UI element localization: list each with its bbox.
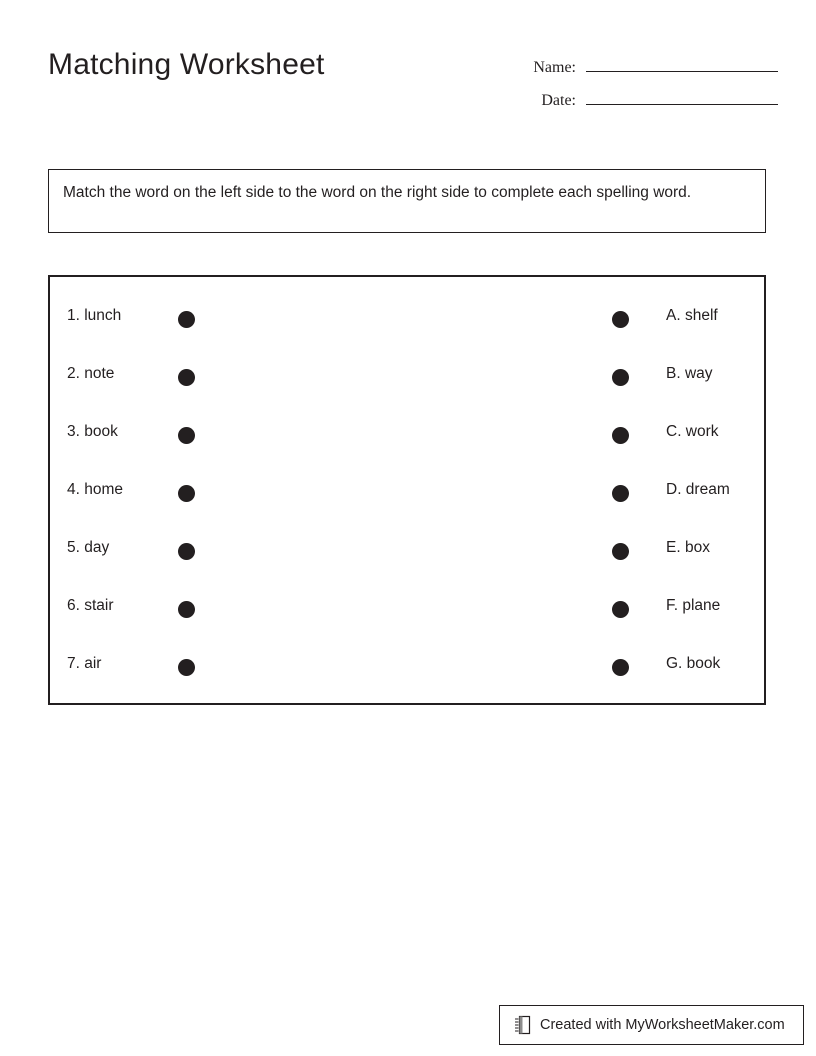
left-connector-dot[interactable]: [178, 543, 195, 560]
left-item-label: 6. stair: [67, 597, 114, 614]
right-connector-dot[interactable]: [612, 659, 629, 676]
right-connector-dot[interactable]: [612, 311, 629, 328]
date-input[interactable]: [586, 89, 778, 105]
right-item-label: D. dream: [666, 481, 730, 498]
matching-row: [50, 523, 764, 581]
footer-badge: [499, 1005, 804, 1045]
left-item-label: 1. lunch: [67, 307, 122, 324]
date-label: Date:: [541, 92, 576, 109]
left-item-label: 4. home: [67, 481, 124, 498]
matching-row: [50, 349, 764, 407]
right-item-label: G. book: [666, 655, 721, 672]
footer-text: Created with MyWorksheetMaker.com: [540, 1017, 785, 1033]
right-item-label: E. box: [666, 539, 710, 556]
right-connector-dot[interactable]: [612, 369, 629, 386]
instructions-text: Match the word on the left side to the word on the right side to complete each spelling word.: [63, 184, 692, 201]
page-title: Matching Worksheet: [48, 48, 325, 81]
date-field-row: [518, 89, 778, 110]
left-connector-dot[interactable]: [178, 601, 195, 618]
name-label: Name:: [533, 59, 576, 76]
worksheet-header: [48, 40, 768, 130]
matching-rows: [50, 291, 764, 697]
right-item-label: A. shelf: [666, 307, 718, 324]
matching-row: [50, 639, 764, 697]
left-connector-dot[interactable]: [178, 427, 195, 444]
matching-box: [48, 275, 766, 705]
instructions-box: [48, 169, 766, 233]
left-item-label: 7. air: [67, 655, 102, 672]
right-connector-dot[interactable]: [612, 427, 629, 444]
left-connector-dot[interactable]: [178, 485, 195, 502]
right-item-label: F. plane: [666, 597, 721, 614]
right-connector-dot[interactable]: [612, 601, 629, 618]
matching-row: [50, 291, 764, 349]
right-connector-dot[interactable]: [612, 543, 629, 560]
right-connector-dot[interactable]: [612, 485, 629, 502]
left-connector-dot[interactable]: [178, 311, 195, 328]
document-icon: [514, 1015, 532, 1035]
matching-row: [50, 581, 764, 639]
name-input[interactable]: [586, 56, 778, 72]
matching-row: [50, 465, 764, 523]
left-item-label: 3. book: [67, 423, 118, 440]
left-connector-dot[interactable]: [178, 369, 195, 386]
matching-row: [50, 407, 764, 465]
right-item-label: C. work: [666, 423, 719, 440]
name-field-row: [518, 56, 778, 77]
left-item-label: 5. day: [67, 539, 110, 556]
right-item-label: B. way: [666, 365, 713, 382]
left-connector-dot[interactable]: [178, 659, 195, 676]
left-item-label: 2. note: [67, 365, 115, 382]
